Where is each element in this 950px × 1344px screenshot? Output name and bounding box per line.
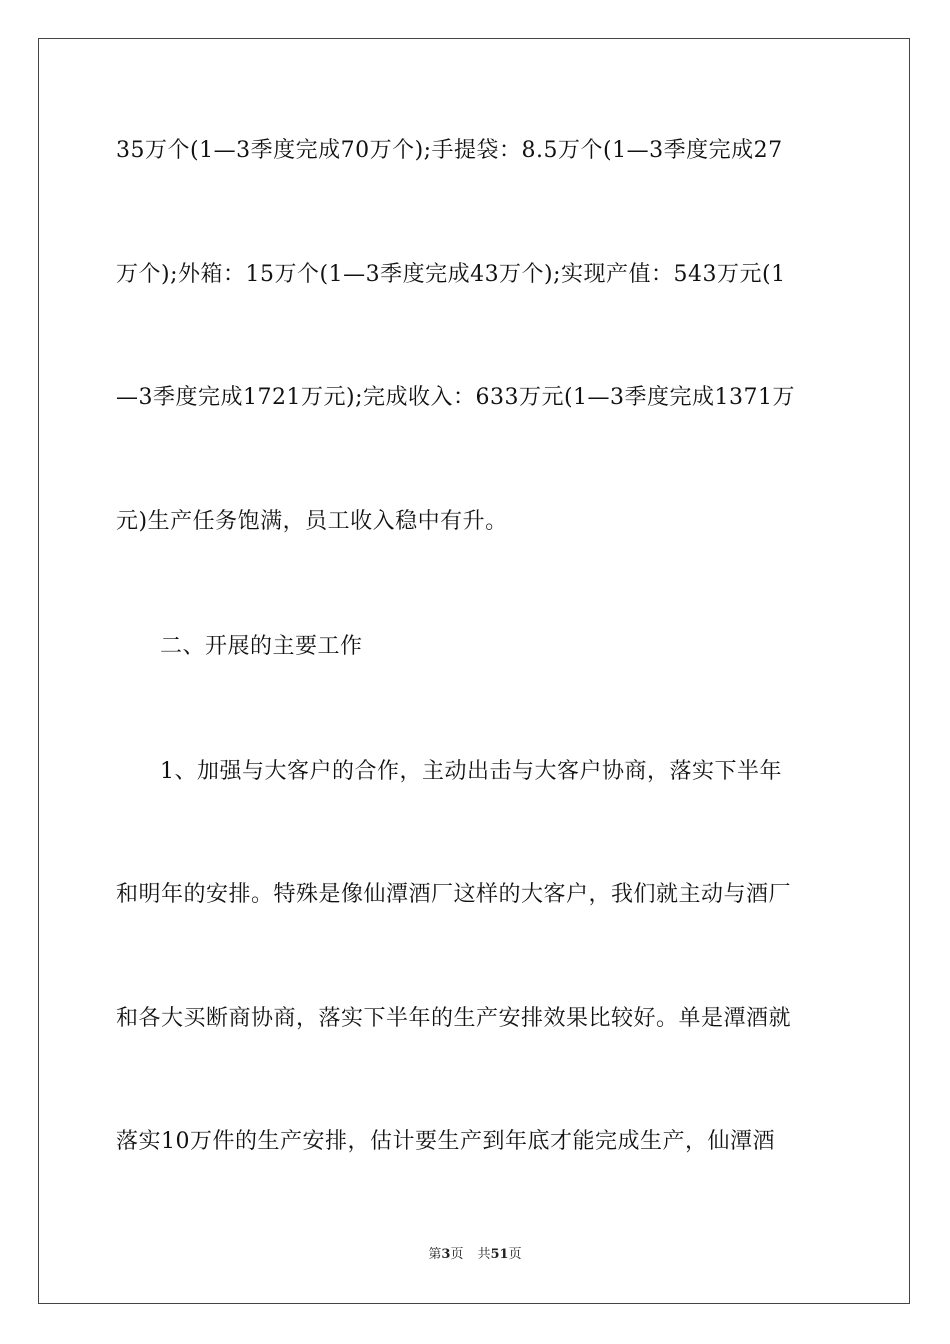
page-border <box>38 38 910 1304</box>
text-line-6: 1、加强与大客户的合作，主动出击与大客户协商，落实下半年 <box>160 759 782 784</box>
total-pages: 51 <box>490 1247 509 1262</box>
text-line-2: 万个);外箱：15万个(1—3季度完成43万个);实现产值：543万元(1 <box>116 262 786 287</box>
total-suffix: 页 <box>508 1247 522 1262</box>
page-prefix: 第 <box>428 1247 442 1262</box>
page-number: 3 <box>441 1247 451 1262</box>
text-line-3: —3季度完成1721万元);完成收入：633万元(1—3季度完成1371万 <box>116 385 796 410</box>
text-line-9: 落实10万件的生产安排，估计要生产到年底才能完成生产，仙潭酒 <box>116 1129 775 1154</box>
text-line-1: 35万个(1—3季度完成70万个);手提袋：8.5万个(1—3季度完成27 <box>116 138 783 163</box>
section-heading: 二、开展的主要工作 <box>160 634 363 659</box>
text-line-7: 和明年的安排。特殊是像仙潭酒厂这样的大客户，我们就主动与酒厂 <box>116 882 792 907</box>
text-line-8: 和各大买断商协商，落实下半年的生产安排效果比较好。单是潭酒就 <box>116 1006 792 1031</box>
page-footer <box>0 1246 950 1264</box>
total-prefix: 共 <box>477 1247 491 1262</box>
page-suffix: 页 <box>450 1247 464 1262</box>
text-line-4: 元)生产任务饱满，员工收入稳中有升。 <box>116 509 508 534</box>
